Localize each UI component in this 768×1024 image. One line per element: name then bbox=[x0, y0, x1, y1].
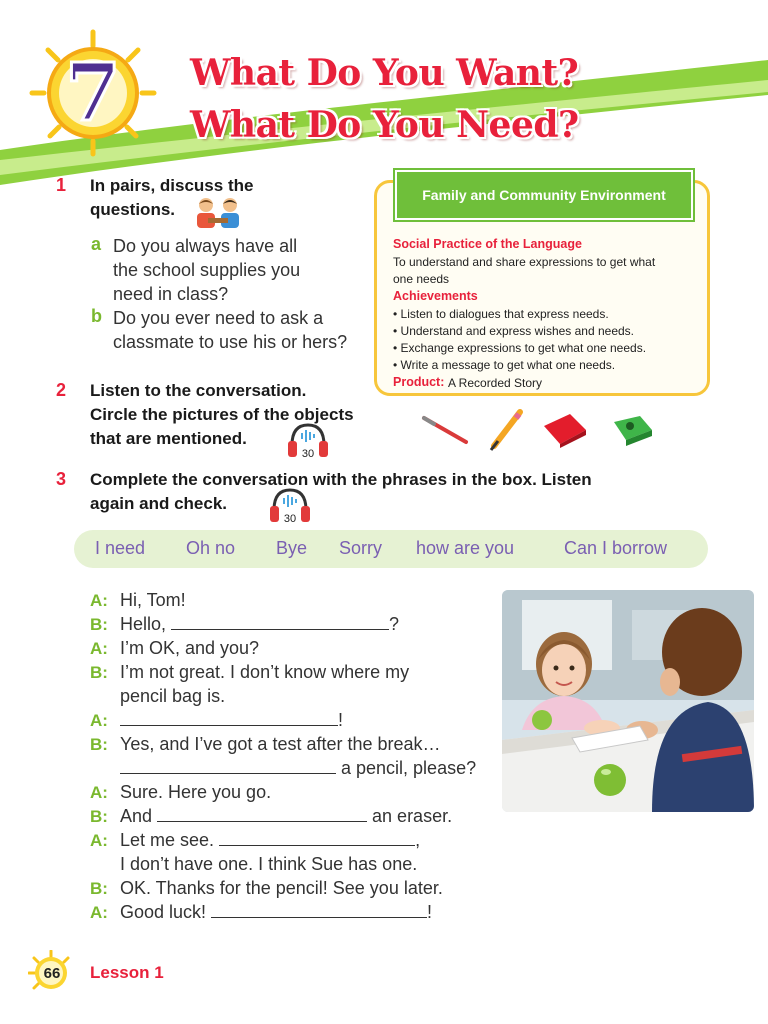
dialogue-line: Let me see. , bbox=[120, 830, 421, 850]
dialogue-speaker: A: bbox=[90, 903, 108, 922]
phrase-item: how are you bbox=[416, 538, 515, 558]
dialogue-speaker: B: bbox=[90, 807, 108, 826]
audio-track-number: 30 bbox=[283, 513, 297, 525]
exercise-3-line-2: again and check. bbox=[90, 494, 227, 513]
eraser-icon[interactable] bbox=[540, 410, 590, 450]
pencil-icon[interactable] bbox=[486, 408, 526, 452]
pen-icon[interactable] bbox=[420, 412, 472, 448]
dialogue-speaker: B: bbox=[90, 615, 108, 634]
dialogue-line: And an eraser. bbox=[120, 806, 453, 826]
exercise-1-b-letter: b bbox=[91, 306, 102, 326]
answer-blank[interactable] bbox=[171, 615, 389, 630]
dialogue-line: Hi, Tom! bbox=[120, 590, 186, 610]
exercise-2-line-1: Listen to the conversation. bbox=[90, 381, 307, 400]
exercise-1-b-line-1: Do you ever need to ask a bbox=[113, 308, 324, 328]
audio-track-icon[interactable] bbox=[268, 486, 312, 526]
exercise-1-a-line-1: Do you always have all bbox=[113, 236, 298, 256]
dialogue-line: I don’t have one. I think Sue has one. bbox=[120, 854, 418, 874]
phrase-item: Can I borrow bbox=[564, 538, 668, 558]
exercise-3-number: 3 bbox=[56, 469, 67, 489]
dialogue-line: I’m not great. I don’t know where my bbox=[120, 662, 410, 682]
classroom-photo bbox=[502, 590, 754, 812]
achievement-item: • Exchange expressions to get what one needs. bbox=[393, 341, 647, 355]
product-value: A Recorded Story bbox=[448, 376, 543, 390]
answer-blank[interactable] bbox=[120, 711, 338, 726]
social-practice-label: Social Practice of the Language bbox=[393, 237, 582, 251]
exercise-1-a-line-3: need in class? bbox=[113, 284, 229, 304]
title-line-2: What Do You Need? bbox=[190, 104, 579, 146]
product-label: Product: bbox=[393, 375, 445, 389]
exercise-3-line-1: Complete the conversation with the phrases in the box. Listen bbox=[90, 470, 592, 489]
answer-blank[interactable] bbox=[219, 831, 415, 846]
phrase-item: I need bbox=[95, 538, 146, 558]
exercise-1-instruction-line-2: questions. bbox=[90, 200, 176, 219]
sharpener-icon[interactable] bbox=[610, 412, 656, 448]
info-box-heading: Family and Community Environment bbox=[395, 170, 693, 220]
phrase-item: Oh no bbox=[186, 538, 236, 558]
exercise-2-number: 2 bbox=[56, 380, 67, 400]
answer-blank[interactable] bbox=[157, 807, 367, 822]
answer-blank[interactable] bbox=[120, 759, 336, 774]
dialogue-speaker: A: bbox=[90, 711, 108, 730]
dialogue-line: Hello, ? bbox=[120, 614, 400, 634]
pair-work-icon bbox=[194, 196, 242, 230]
dialogue-line: ! bbox=[120, 710, 343, 731]
dialogue-speaker: A: bbox=[90, 591, 108, 610]
dialogue-speaker: B: bbox=[90, 879, 108, 898]
lesson-label: Lesson 1 bbox=[90, 963, 164, 982]
dialogue-line: OK. Thanks for the pencil! See you later. bbox=[120, 878, 443, 898]
dialogue-line: Good luck! ! bbox=[120, 902, 433, 922]
achievement-item: • Listen to dialogues that express needs. bbox=[393, 307, 609, 321]
dialogue-line: Yes, and I’ve got a test after the break… bbox=[120, 734, 441, 754]
exercise-1-instruction-line-1: In pairs, discuss the bbox=[90, 176, 254, 195]
achievement-item: • Write a message to get what one needs. bbox=[393, 358, 616, 372]
phrase-item: Bye bbox=[276, 538, 308, 558]
exercise-1-a-line-2: the school supplies you bbox=[113, 260, 301, 280]
social-practice-line-1: To understand and share expressions to get what bbox=[393, 255, 656, 269]
audio-track-number: 30 bbox=[301, 448, 315, 460]
unit-number: 7 bbox=[65, 45, 121, 139]
achievement-item: • Understand and express wishes and needs. bbox=[393, 324, 635, 338]
dialogue-line: Sure. Here you go. bbox=[120, 782, 272, 802]
exercise-1-a-letter: a bbox=[91, 234, 102, 254]
dialogue-speaker: B: bbox=[90, 735, 108, 754]
dialogue-speaker: A: bbox=[90, 831, 108, 850]
exercise-2-line-2: Circle the pictures of the objects bbox=[90, 405, 354, 424]
exercise-2-line-3: that are mentioned. bbox=[90, 429, 247, 448]
dialogue-speaker: B: bbox=[90, 663, 108, 682]
dialogue-line: a pencil, please? bbox=[120, 758, 476, 779]
unit-number-badge bbox=[28, 28, 158, 158]
audio-track-icon[interactable] bbox=[286, 421, 330, 461]
dialogue-line: I’m OK, and you? bbox=[120, 638, 260, 658]
achievements-label: Achievements bbox=[393, 289, 478, 303]
dialogue-line: pencil bag is. bbox=[120, 686, 226, 706]
social-practice-line-2: one needs bbox=[393, 272, 450, 286]
answer-blank[interactable] bbox=[211, 903, 427, 918]
exercise-1-b-line-2: classmate to use his or hers? bbox=[113, 332, 348, 352]
phrase-item: Sorry bbox=[339, 538, 383, 558]
dialogue-speaker: A: bbox=[90, 783, 108, 802]
page-number: 66 bbox=[43, 965, 61, 982]
exercise-1-number: 1 bbox=[56, 175, 67, 195]
title-line-1: What Do You Want? bbox=[190, 52, 579, 94]
dialogue-speaker: A: bbox=[90, 639, 108, 658]
